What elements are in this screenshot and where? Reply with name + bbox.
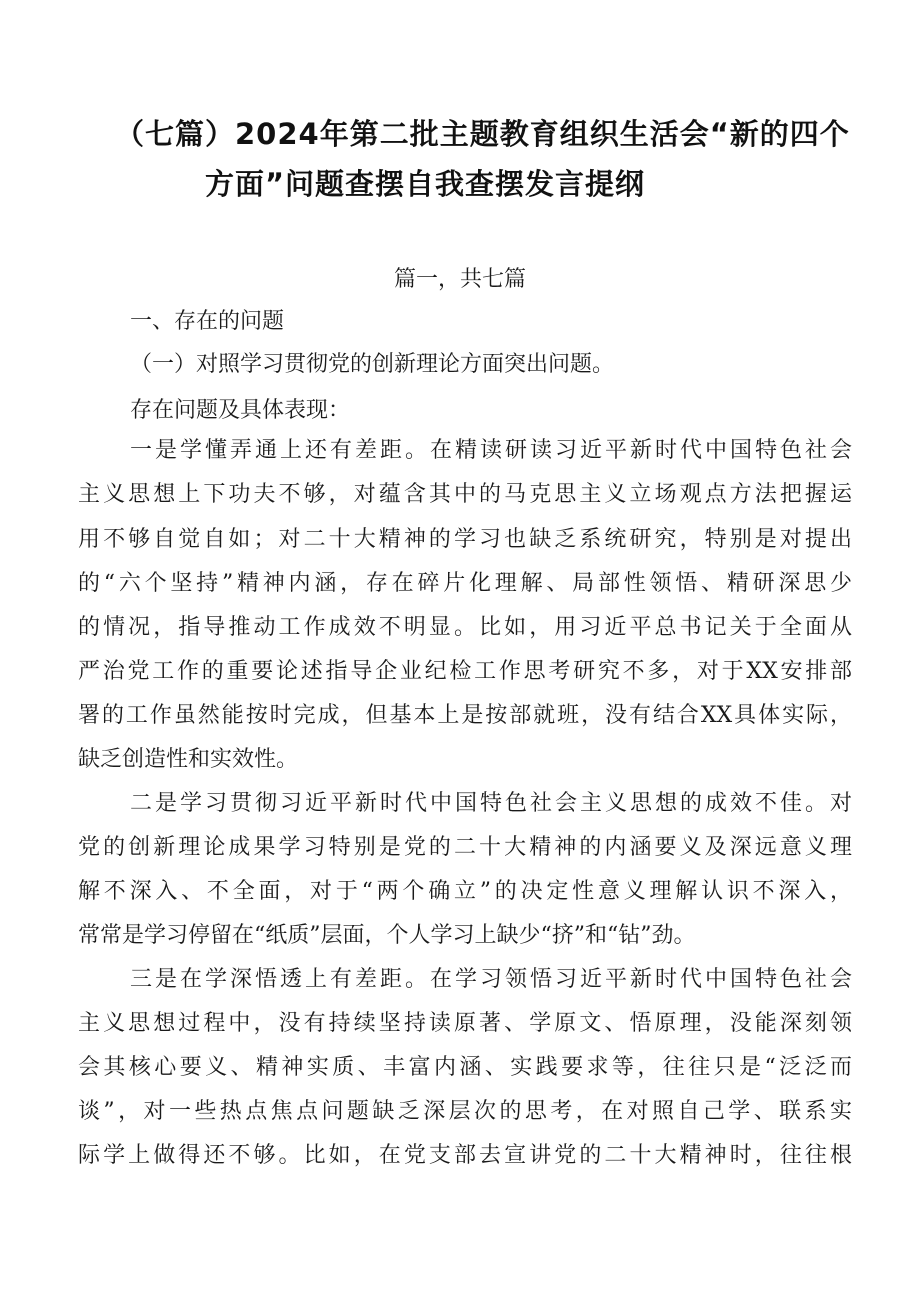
paragraph-line: 用不够自觉自如；对二十大精神的学习也缺乏系统研究，特别是对提出 <box>78 527 852 552</box>
paragraph-line: 党的创新理论成果学习特别是党的二十大精神的内涵要义及深远意义理 <box>78 835 852 860</box>
paragraph-label: 存在问题及具体表现： <box>130 398 351 423</box>
paragraph-line: 际学上做得还不够。比如，在党支部去宣讲党的二十大精神时，往往根 <box>78 1143 852 1168</box>
document-title-line-1: （七篇）2024年第二批主题教育组织生活会“新的四个 <box>115 117 850 151</box>
paragraph-line: 主义思想上下功夫不够，对蕴含其中的马克思主义立场观点方法把握运 <box>78 482 852 507</box>
subheading-item-1: （一）对照学习贯彻党的创新理论方面突出问题。 <box>130 352 615 377</box>
paragraph-line: 解不深入、不全面，对于“两个确立”的决定性意义理解认识不深入， <box>78 879 852 904</box>
paragraph-line: 严治党工作的重要论述指导企业纪检工作思考研究不多，对于XX安排部 <box>78 659 852 684</box>
paragraph-line: 主义思想过程中，没有持续坚持读原著、学原文、悟原理，没能深刻领 <box>78 1011 852 1036</box>
paragraph-line: 会其核心要义、精神实质、丰富内涵、实践要求等，往往只是“泛泛而 <box>78 1055 852 1080</box>
paragraph-line: 常常是学习停留在“纸质”层面，个人学习上缺少“挤”和“钻”劲。 <box>78 923 696 948</box>
paragraph-line: 谈”，对一些热点焦点问题缺乏深层次的思考，在对照自己学、联系实 <box>78 1099 852 1124</box>
paragraph-line: 署的工作虽然能按时完成，但基本上是按部就班，没有结合XX具体实际， <box>78 703 852 728</box>
heading-existing-problems: 一、存在的问题 <box>130 309 285 334</box>
document-title-line-2: 方面”问题查摆自我查摆发言提纲 <box>205 167 646 201</box>
paragraph-line: 三是在学深悟透上有差距。在学习领悟习近平新时代中国特色社会 <box>130 967 852 992</box>
paragraph-line: 一是学懂弄通上还有差距。在精读研读习近平新时代中国特色社会 <box>130 438 852 463</box>
paragraph-line: 二是学习贯彻习近平新时代中国特色社会主义思想的成效不佳。对 <box>130 791 852 816</box>
paragraph-line: 缺乏创造性和实效性。 <box>78 747 299 772</box>
section-subtitle: 篇一，共七篇 <box>393 267 526 292</box>
paragraph-line: 的“六个坚持”精神内涵，存在碎片化理解、局部性领悟、精研深思少 <box>78 571 852 596</box>
paragraph-line: 的情况，指导推动工作成效不明显。比如，用习近平总书记关于全面从 <box>78 615 852 640</box>
